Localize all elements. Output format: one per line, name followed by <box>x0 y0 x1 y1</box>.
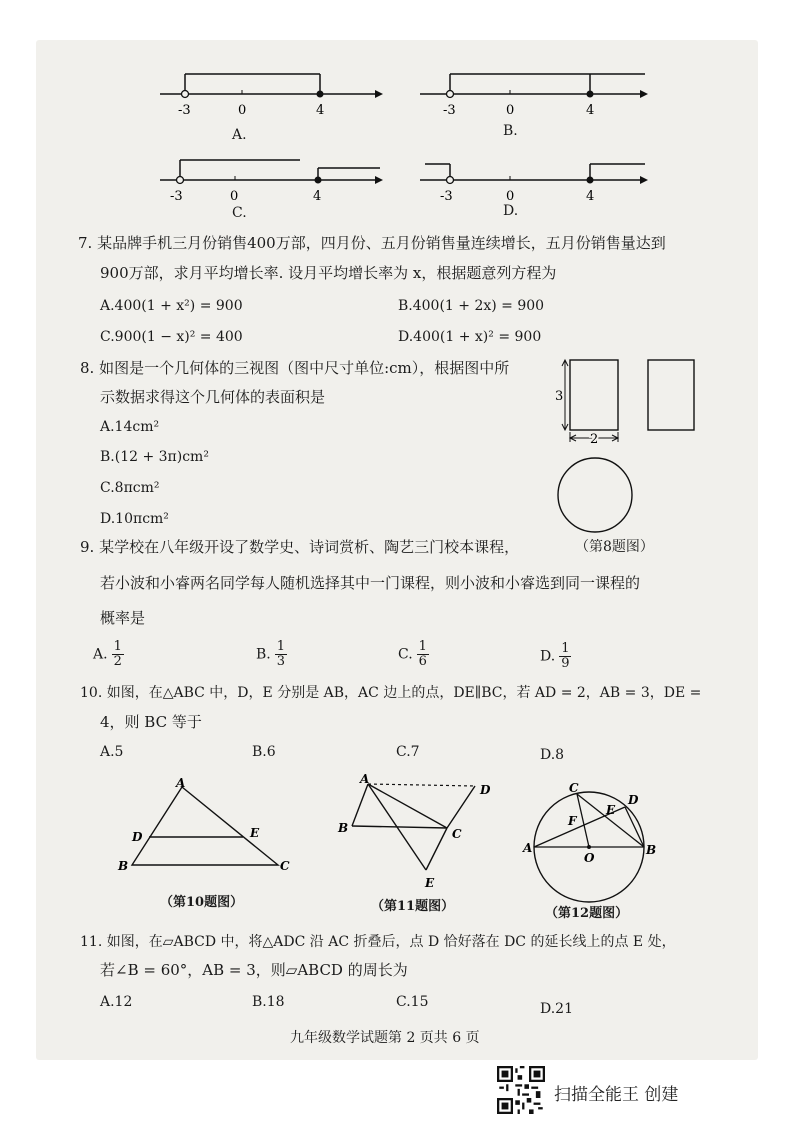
point-label: A <box>176 776 186 790</box>
option-d: D. $\frac{1}{9}$ <box>540 641 570 671</box>
tick-label: 4 <box>316 103 325 116</box>
tick-label: -3 <box>178 103 191 116</box>
point-label: C <box>452 827 462 841</box>
dimension-height: 3 <box>555 389 564 404</box>
question-9-line1: 9. 某学校在八年级开设了数学史、诗词赏析、陶艺三门校本课程， <box>80 538 520 556</box>
tick-label: -3 <box>440 189 453 204</box>
point-label: B <box>646 843 657 857</box>
option-c: C.7 <box>396 744 420 760</box>
point-label: C <box>280 859 290 873</box>
numberline-a <box>150 64 390 116</box>
option-c: C. $\frac{1}{6}$ <box>398 639 427 669</box>
qr-code-icon <box>497 1066 545 1114</box>
question-7-line2: 900万部，求月平均增长率. 设月平均增长率为 x，根据题意列方程为 <box>100 264 557 282</box>
question-9-line3: 概率是 <box>100 609 146 627</box>
option-label: C. <box>232 205 247 221</box>
figure-12-caption: （第12题图） <box>545 906 629 921</box>
option-b: B.400(1 + 2x) = 900 <box>398 298 545 314</box>
tick-label: 0 <box>506 103 515 116</box>
page-footer: 九年级数学试题第 2 页共 6 页 <box>290 1030 480 1046</box>
option-b: B.6 <box>252 744 276 760</box>
numberline-b <box>415 64 655 116</box>
option-a: A.5 <box>100 744 124 760</box>
option-a: A. $\frac{1}{2}$ <box>93 639 122 669</box>
option-label: A. <box>232 127 247 143</box>
dimension-width: 2 <box>590 432 599 447</box>
option-c: C.15 <box>396 994 429 1010</box>
option-label: D. <box>503 203 519 219</box>
option-d: D.10πcm² <box>100 511 169 527</box>
question-9-line2: 若小波和小睿两名同学每人随机选择其中一门课程，则小波和小睿选到同一课程的 <box>100 574 641 592</box>
question-7-line1: 7. 某品牌手机三月份销售400万部，四月份、五月份销售量连续增长，五月份销售量达到 <box>78 234 666 252</box>
scanner-brand-text: 扫描全能王 创建 <box>554 1085 679 1105</box>
point-label: C <box>569 781 579 795</box>
point-label: D <box>132 830 143 844</box>
point-label: D <box>628 793 639 807</box>
three-view-figure <box>545 350 715 535</box>
figure-12 <box>522 778 662 903</box>
numberline-c <box>150 152 390 204</box>
numberline-d <box>415 152 655 204</box>
question-8-line2: 示数据求得这个几何体的表面积是 <box>100 388 326 406</box>
option-c: C.900(1 − x)² = 400 <box>100 329 243 345</box>
point-label: A <box>523 841 533 855</box>
tick-label: 4 <box>586 189 595 204</box>
question-10-line1: 10. 如图，在△ABC 中，D，E 分别是 AB，AC 边上的点，DE∥BC，若 AD = 2，AB = 3，DE = <box>80 685 702 701</box>
point-label: D <box>480 783 491 797</box>
option-b: B.(12 + 3π)cm² <box>100 449 209 465</box>
question-11-line2: 若∠B = 60°，AB = 3，则▱ABCD 的周长为 <box>100 961 408 979</box>
option-c: C.8πcm² <box>100 480 160 496</box>
question-11-line1: 11. 如图，在▱ABCD 中，将△ADC 沿 AC 折叠后，点 D 恰好落在 DC 的延长线上的点 E 处， <box>80 934 676 950</box>
figure-8-caption: （第8题图） <box>575 539 654 555</box>
point-label: E <box>425 876 435 890</box>
point-label: B <box>118 859 129 873</box>
tick-label: 4 <box>313 189 322 204</box>
point-label: A <box>360 772 370 786</box>
tick-label: 0 <box>230 189 239 204</box>
option-d: D.8 <box>540 747 565 763</box>
option-label: B. <box>503 123 518 139</box>
option-a: A.14cm² <box>100 419 160 435</box>
tick-label: 0 <box>238 103 247 116</box>
option-b: B.18 <box>252 994 285 1010</box>
option-d: D.400(1 + x)² = 900 <box>398 329 542 345</box>
point-label: E <box>250 826 260 840</box>
question-8-line1: 8. 如图是一个几何体的三视图（图中尺寸单位:cm），根据图中所 <box>80 359 510 377</box>
tick-label: 4 <box>586 103 595 116</box>
option-a: A.12 <box>100 994 133 1010</box>
option-d: D.21 <box>540 1001 573 1017</box>
question-10-line2: 4，则 BC 等于 <box>100 713 202 731</box>
figure-10-caption: （第10题图） <box>160 895 244 910</box>
option-b: B. $\frac{1}{3}$ <box>256 639 286 669</box>
tick-label: -3 <box>170 189 183 204</box>
point-label: F <box>568 814 577 828</box>
figure-11 <box>330 770 500 895</box>
figure-11-caption: （第11题图） <box>371 899 455 914</box>
tick-label: -3 <box>443 103 456 116</box>
point-label: O <box>584 851 595 865</box>
point-label: B <box>338 821 349 835</box>
option-a: A.400(1 + x²) = 900 <box>100 298 243 314</box>
figure-10 <box>110 775 300 880</box>
tick-label: 0 <box>506 189 515 204</box>
point-label: E <box>606 803 616 817</box>
